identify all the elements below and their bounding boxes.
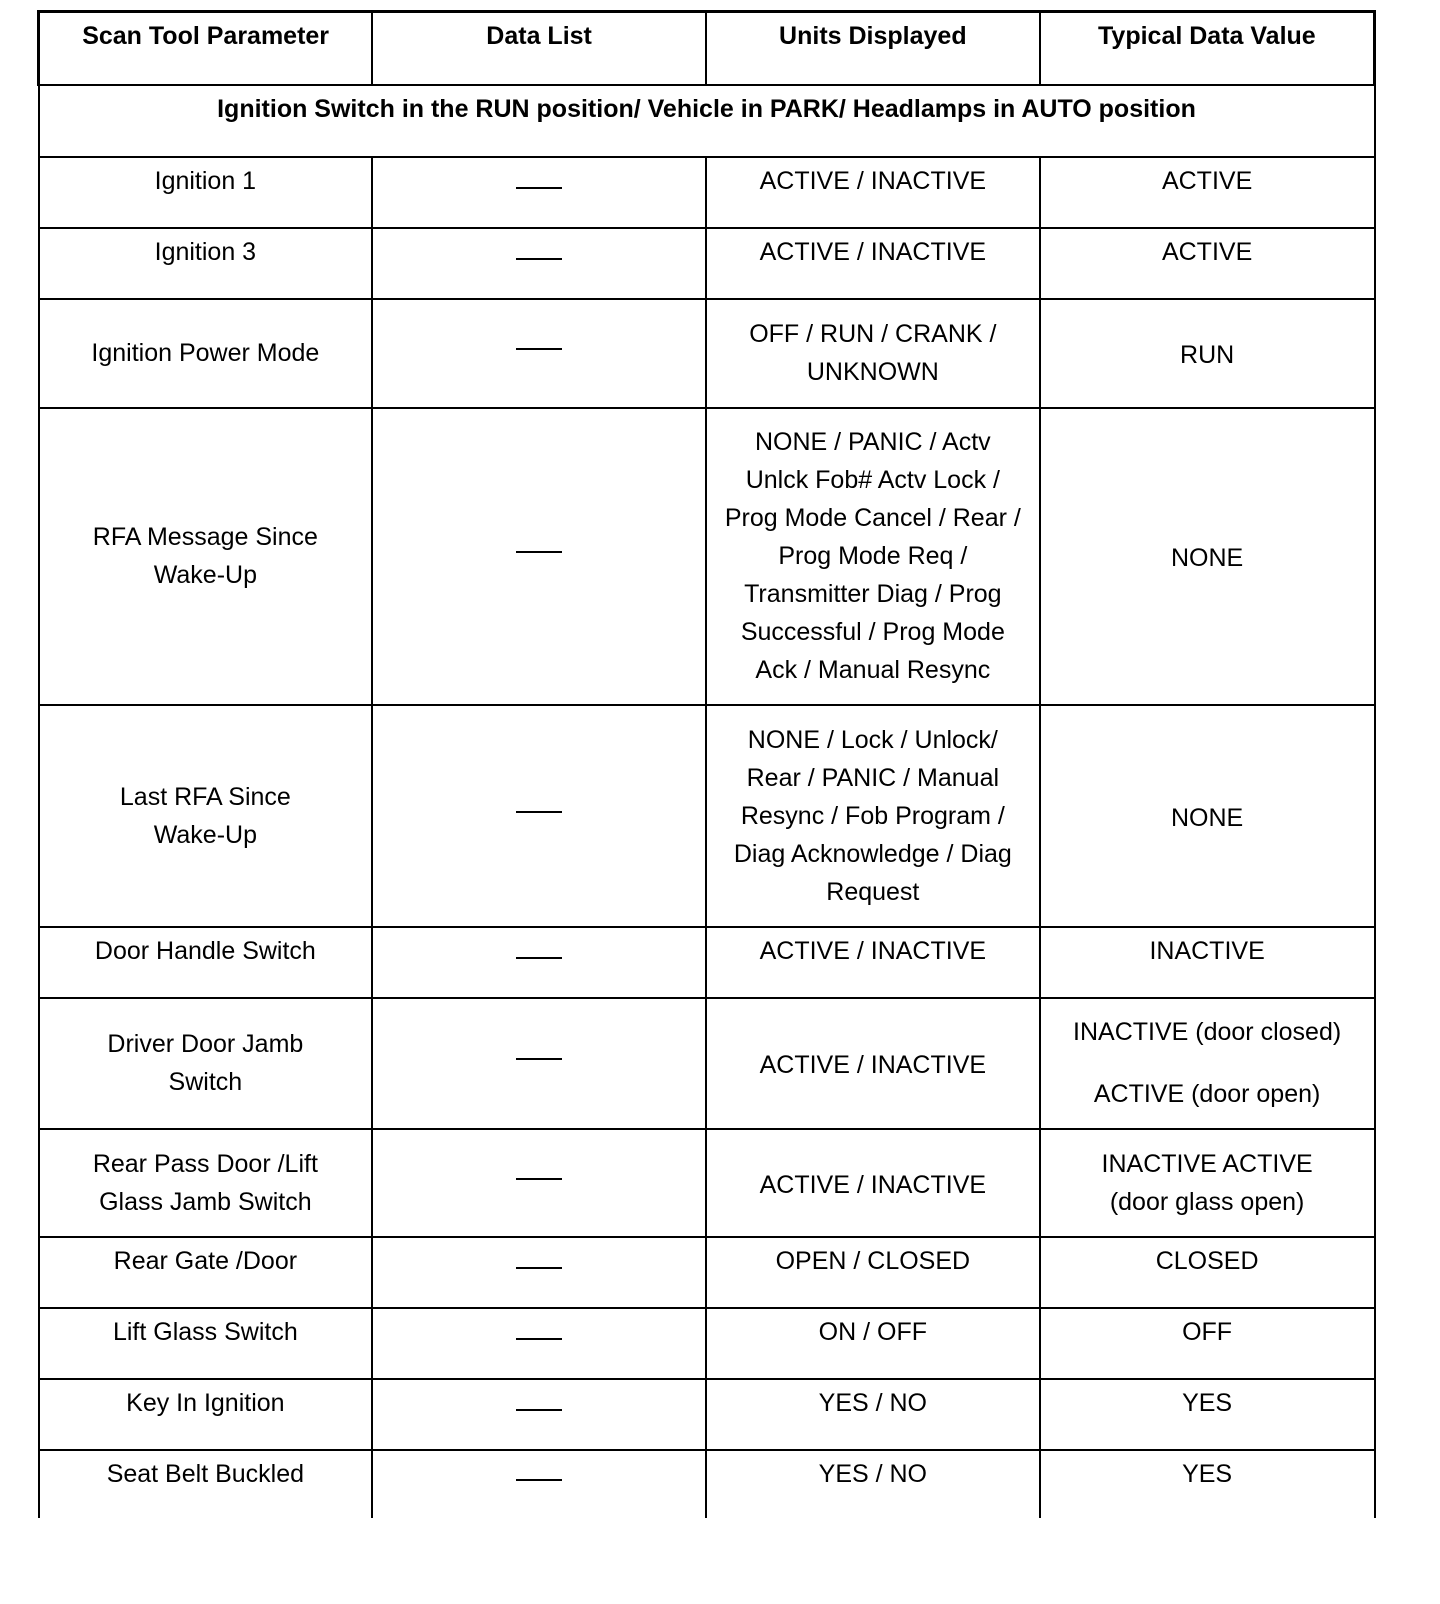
data-list-cell xyxy=(372,157,706,228)
table-row xyxy=(39,1450,1375,1518)
data-list-dash xyxy=(516,1058,562,1060)
data-list-cell xyxy=(372,705,706,927)
data-list-cell xyxy=(372,1450,706,1518)
table-row xyxy=(39,998,1375,1129)
data-list-dash xyxy=(516,187,562,189)
param-cell: Last RFA Since Wake-Up xyxy=(39,705,373,927)
units-cell: ACTIVE / INACTIVE xyxy=(706,228,1040,299)
data-list-cell xyxy=(372,1308,706,1379)
param-cell: Rear Gate /Door xyxy=(39,1237,373,1308)
table-row xyxy=(39,1129,1375,1237)
units-cell: OFF / RUN / CRANK / UNKNOWN xyxy=(706,299,1040,408)
table-row xyxy=(39,705,1375,927)
header-units-displayed: Units Displayed xyxy=(706,12,1040,85)
typical-cell: OFF xyxy=(1040,1308,1375,1379)
typical-cell: INACTIVE xyxy=(1040,927,1375,998)
data-list-dash xyxy=(516,957,562,959)
typical-value-spacer xyxy=(1045,1051,1370,1075)
typical-value-open: ACTIVE (door open) xyxy=(1093,1080,1321,1108)
data-list-cell xyxy=(372,1379,706,1450)
data-list-cell xyxy=(372,1129,706,1237)
typical-cell: NONE xyxy=(1040,408,1375,705)
scan-tool-data-table xyxy=(37,10,1376,1518)
units-cell: YES / NO xyxy=(706,1379,1040,1450)
typical-cell: CLOSED xyxy=(1040,1237,1375,1308)
typical-cell xyxy=(1040,998,1375,1129)
table-row xyxy=(39,1308,1375,1379)
typical-cell: RUN xyxy=(1040,299,1375,408)
data-list-dash xyxy=(516,1409,562,1411)
data-list-dash xyxy=(516,1178,562,1180)
typical-cell: NONE xyxy=(1040,705,1375,927)
param-cell: RFA Message Since Wake-Up xyxy=(39,408,373,705)
data-list-dash xyxy=(516,1338,562,1340)
param-cell: Seat Belt Buckled xyxy=(39,1450,373,1518)
data-list-dash xyxy=(516,811,562,813)
data-list-dash xyxy=(516,1267,562,1269)
units-cell: ON / OFF xyxy=(706,1308,1040,1379)
data-list-cell xyxy=(372,299,706,408)
param-cell: Ignition 1 xyxy=(39,157,373,228)
typical-cell: YES xyxy=(1040,1379,1375,1450)
param-cell: Driver Door Jamb Switch xyxy=(39,998,373,1129)
table-row xyxy=(39,228,1375,299)
header-scan-tool-parameter: Scan Tool Parameter xyxy=(39,12,373,85)
data-list-cell xyxy=(372,408,706,705)
param-cell: Rear Pass Door /Lift Glass Jamb Switch xyxy=(39,1129,373,1237)
table-row xyxy=(39,157,1375,228)
typical-cell: ACTIVE xyxy=(1040,228,1375,299)
typical-cell: ACTIVE xyxy=(1040,157,1375,228)
param-cell: Ignition Power Mode xyxy=(39,299,373,408)
units-cell: OPEN / CLOSED xyxy=(706,1237,1040,1308)
header-typical-data-value: Typical Data Value xyxy=(1040,12,1375,85)
units-cell: NONE / Lock / Unlock/ Rear / PANIC / Manual Resync / Fob Program / Diag Acknowledge / Diag Request xyxy=(706,705,1040,927)
units-cell: ACTIVE / INACTIVE xyxy=(706,927,1040,998)
header-data-list: Data List xyxy=(372,12,706,85)
data-list-cell xyxy=(372,998,706,1129)
typical-cell: INACTIVE ACTIVE (door glass open) xyxy=(1040,1129,1375,1237)
data-list-dash xyxy=(516,258,562,260)
table-row xyxy=(39,299,1375,408)
data-list-cell xyxy=(372,1237,706,1308)
param-cell: Door Handle Switch xyxy=(39,927,373,998)
table-row xyxy=(39,1379,1375,1450)
units-cell: NONE / PANIC / Actv Unlck Fob# Actv Lock / Prog Mode Cancel / Rear / Prog Mode Req / Transmitter Diag / Prog Successful / Prog Mode Ack / Manual Resync xyxy=(706,408,1040,705)
units-cell: ACTIVE / INACTIVE xyxy=(706,998,1040,1129)
table-row xyxy=(39,408,1375,705)
param-cell: Ignition 3 xyxy=(39,228,373,299)
data-list-dash xyxy=(516,551,562,553)
param-cell: Lift Glass Switch xyxy=(39,1308,373,1379)
section-row xyxy=(39,85,1375,157)
table-row xyxy=(39,1237,1375,1308)
units-cell: YES / NO xyxy=(706,1450,1040,1518)
data-list-cell xyxy=(372,927,706,998)
data-list-cell xyxy=(372,228,706,299)
param-cell: Key In Ignition xyxy=(39,1379,373,1450)
typical-cell: YES xyxy=(1040,1450,1375,1518)
units-cell: ACTIVE / INACTIVE xyxy=(706,1129,1040,1237)
table-row xyxy=(39,927,1375,998)
typical-value-closed: INACTIVE (door closed) xyxy=(1073,1018,1342,1046)
data-list-dash xyxy=(516,1479,562,1481)
data-list-dash xyxy=(516,348,562,350)
section-heading: Ignition Switch in the RUN position/ Vehicle in PARK/ Headlamps in AUTO position xyxy=(39,85,1375,157)
units-cell: ACTIVE / INACTIVE xyxy=(706,157,1040,228)
header-row xyxy=(39,12,1375,85)
